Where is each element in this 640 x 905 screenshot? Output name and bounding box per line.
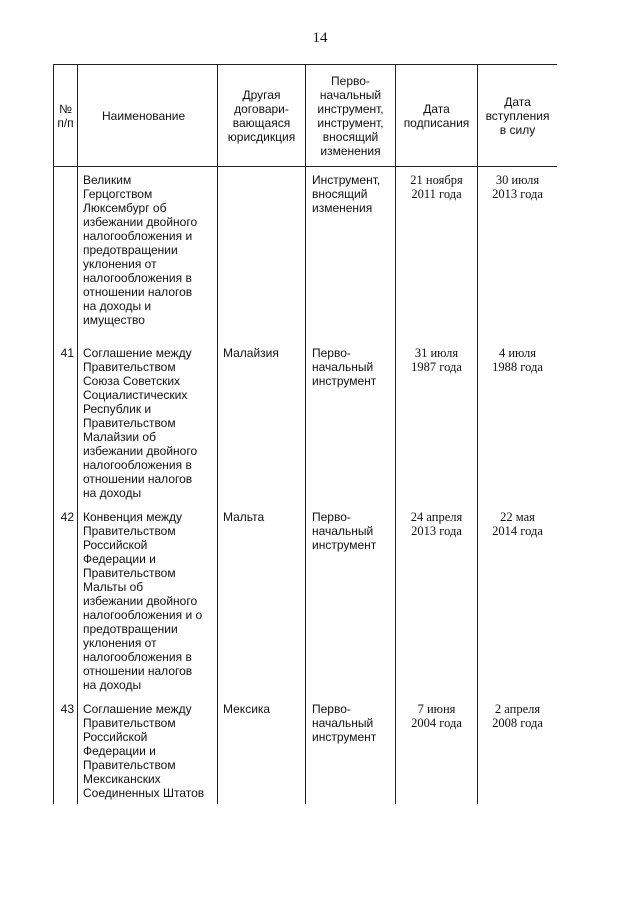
row-number: 41: [54, 340, 78, 504]
effective-date: 22 мая 2014 года: [478, 504, 558, 696]
instrument-type: Перво- начальный инструмент: [306, 340, 396, 504]
row-number: [54, 167, 78, 341]
signed-date: 31 июля 1987 года: [396, 340, 478, 504]
row-number: 43: [54, 696, 78, 804]
header-number: № п/п: [54, 65, 78, 167]
treaty-table: [53, 65, 557, 804]
header-name: Наименование: [78, 65, 218, 167]
instrument-type: Перво- начальный инструмент: [306, 696, 396, 804]
treaty-table-container: [53, 64, 557, 805]
header-instrument: Перво- начальный инструмент, инструмент, вносящий изменения: [306, 65, 396, 167]
jurisdiction: [218, 167, 306, 341]
signed-date: 7 июня 2004 года: [396, 696, 478, 804]
signed-date: 24 апреля 2013 года: [396, 504, 478, 696]
table-row: [54, 504, 558, 696]
jurisdiction: Мальта: [218, 504, 306, 696]
effective-date: 4 июля 1988 года: [478, 340, 558, 504]
row-number: 42: [54, 504, 78, 696]
jurisdiction: Мексика: [218, 696, 306, 804]
effective-date: 2 апреля 2008 года: [478, 696, 558, 804]
header-signed-date: Дата подписания: [396, 65, 478, 167]
instrument-type: Инструмент, вносящий изменения: [306, 167, 396, 341]
treaty-name: Соглашение между Правительством Союза Советских Социалистических Республик и Правительством Малайзии об избежании двойного налогообложения в отношении налогов на доходы: [78, 340, 218, 504]
treaty-name: Соглашение между Правительством Российской Федерации и Правительством Мексиканских Соединенных Штатов: [78, 696, 218, 804]
signed-date: 21 ноября 2011 года: [396, 167, 478, 341]
treaty-name: Конвенция между Правительством Российской Федерации и Правительством Мальты об избежании двойного налогообложения и о предотвращении уклонения от налогообложения в отношении налогов на доходы: [78, 504, 218, 696]
table-row: [54, 167, 558, 341]
instrument-type: Перво- начальный инструмент: [306, 504, 396, 696]
jurisdiction: Малайзия: [218, 340, 306, 504]
page-number: 14: [312, 30, 328, 46]
table-row: [54, 696, 558, 804]
effective-date: 30 июля 2013 года: [478, 167, 558, 341]
table-row: [54, 340, 558, 504]
header-jurisdiction: Другая договари- вающаяся юрисдикция: [218, 65, 306, 167]
header-effective-date: Дата вступления в силу: [478, 65, 558, 167]
treaty-name: Великим Герцогством Люксембург об избежании двойного налогообложения и предотвращении уклонения от налогообложения в отношении налогов на доходы и имущество: [78, 167, 218, 341]
table-header-row: [54, 65, 558, 167]
